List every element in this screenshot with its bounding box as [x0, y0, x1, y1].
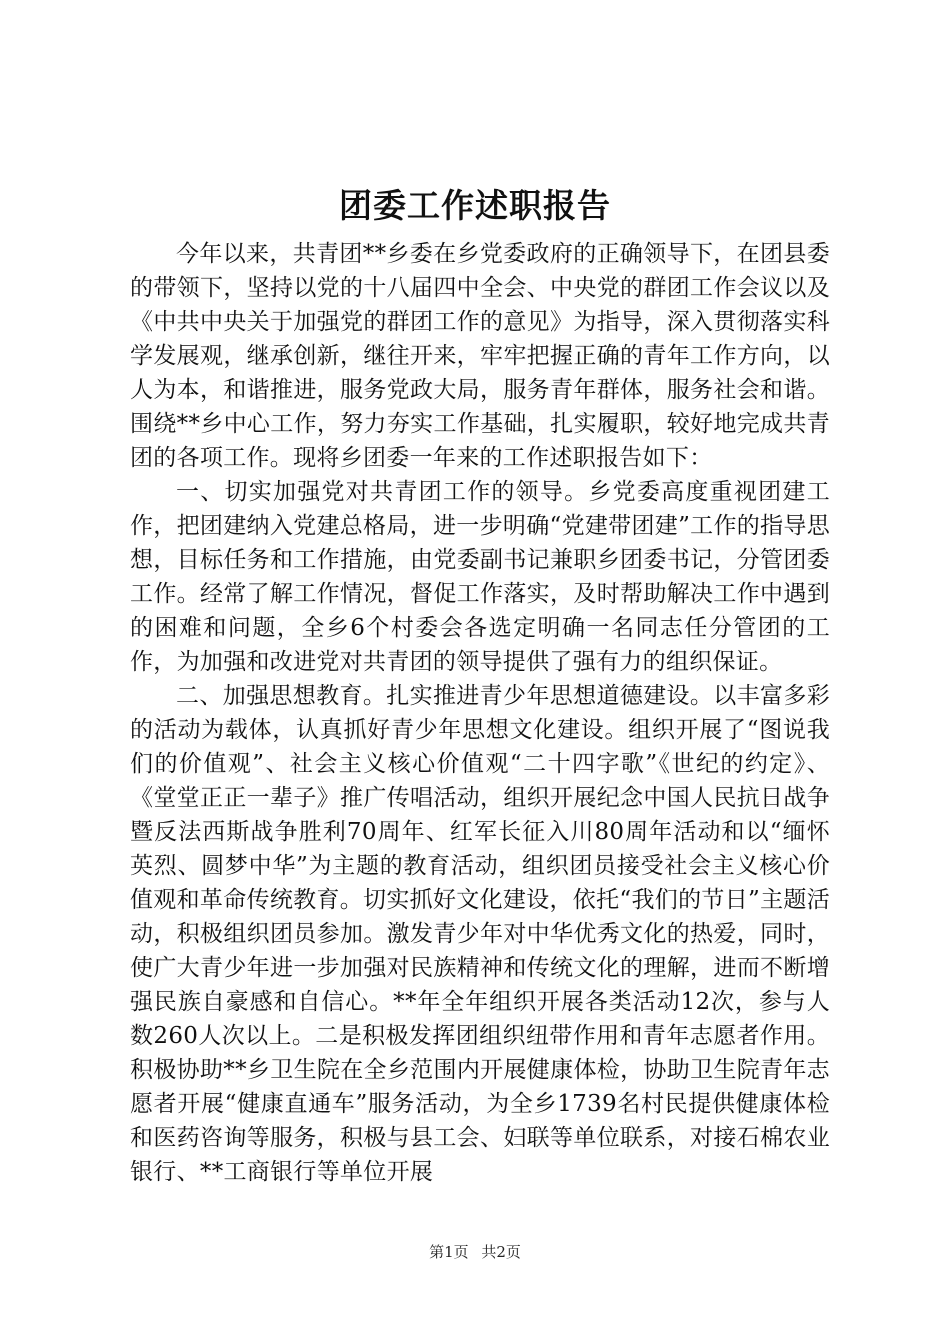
page-number-current: 第1页	[429, 1243, 469, 1261]
paragraph-section-1: 一、切实加强党对共青团工作的领导。乡党委高度重视团建工作，把团建纳入党建总格局，进一步明确“党建带团建”工作的指导思想，目标任务和工作措施，由党委副书记兼职乡团委书记，分管团委工作。经常了解工作情况，督促工作落实，及时帮助解决工作中遇到的困难和问题，全乡6个村委会各选定明确一名同志任分管团的工作，为加强和改进党对共青团的领导提供了强有力的组织保证。	[130, 479, 830, 675]
page-footer	[0, 1242, 950, 1262]
paragraph-intro: 今年以来，共青团**乡委在乡党委政府的正确领导下，在团县委的带领下，坚持以党的十八届四中全会、中央党的群团工作会议以及《中共中央关于加强党的群团工作的意见》为指导，深入贯彻落实科学发展观，继承创新，继往开来，牢牢把握正确的青年工作方向，以人为本，和谐推进，服务党政大局，服务青年群体，服务社会和谐。围绕**乡中心工作，努力夯实工作基础，扎实履职，较好地完成共青团的各项工作。现将乡团委一年来的工作述职报告如下：	[130, 241, 830, 471]
paragraph-section-2: 二、加强思想教育。扎实推进青少年思想道德建设。以丰富多彩的活动为载体，认真抓好青少年思想文化建设。组织开展了“图说我们的价值观”、社会主义核心价值观“二十四字歌”《世纪的约定》、《堂堂正正一辈子》推广传唱活动，组织开展纪念中国人民抗日战争暨反法西斯战争胜利70周年、红军长征入川80周年活动和以“缅怀英烈、圆梦中华”为主题的教育活动，组织团员接受社会主义核心价值观和革命传统教育。切实抓好文化建设，依托“我们的节日”主题活动，积极组织团员参加。激发青少年对中华优秀文化的热爱，同时，使广大青少年进一步加强对民族精神和传统文化的理解，进而不断增强民族自豪感和自信心。**年全年组织开展各类活动12次，参与人数260人次以上。二是积极发挥团组织纽带作用和青年志愿者作用。积极协助**乡卫生院在全乡范围内开展健康体检，协助卫生院青年志愿者开展“健康直通车”服务活动，为全乡1739名村民提供健康体检和医药咨询等服务，积极与县工会、妇联等单位联系，对接石棉农业银行、**工商银行等单位开展	[130, 683, 830, 1185]
document-title: 团委工作述职报告	[339, 186, 611, 225]
document-body	[130, 237, 830, 1189]
page-number-total: 共2页	[481, 1243, 521, 1261]
